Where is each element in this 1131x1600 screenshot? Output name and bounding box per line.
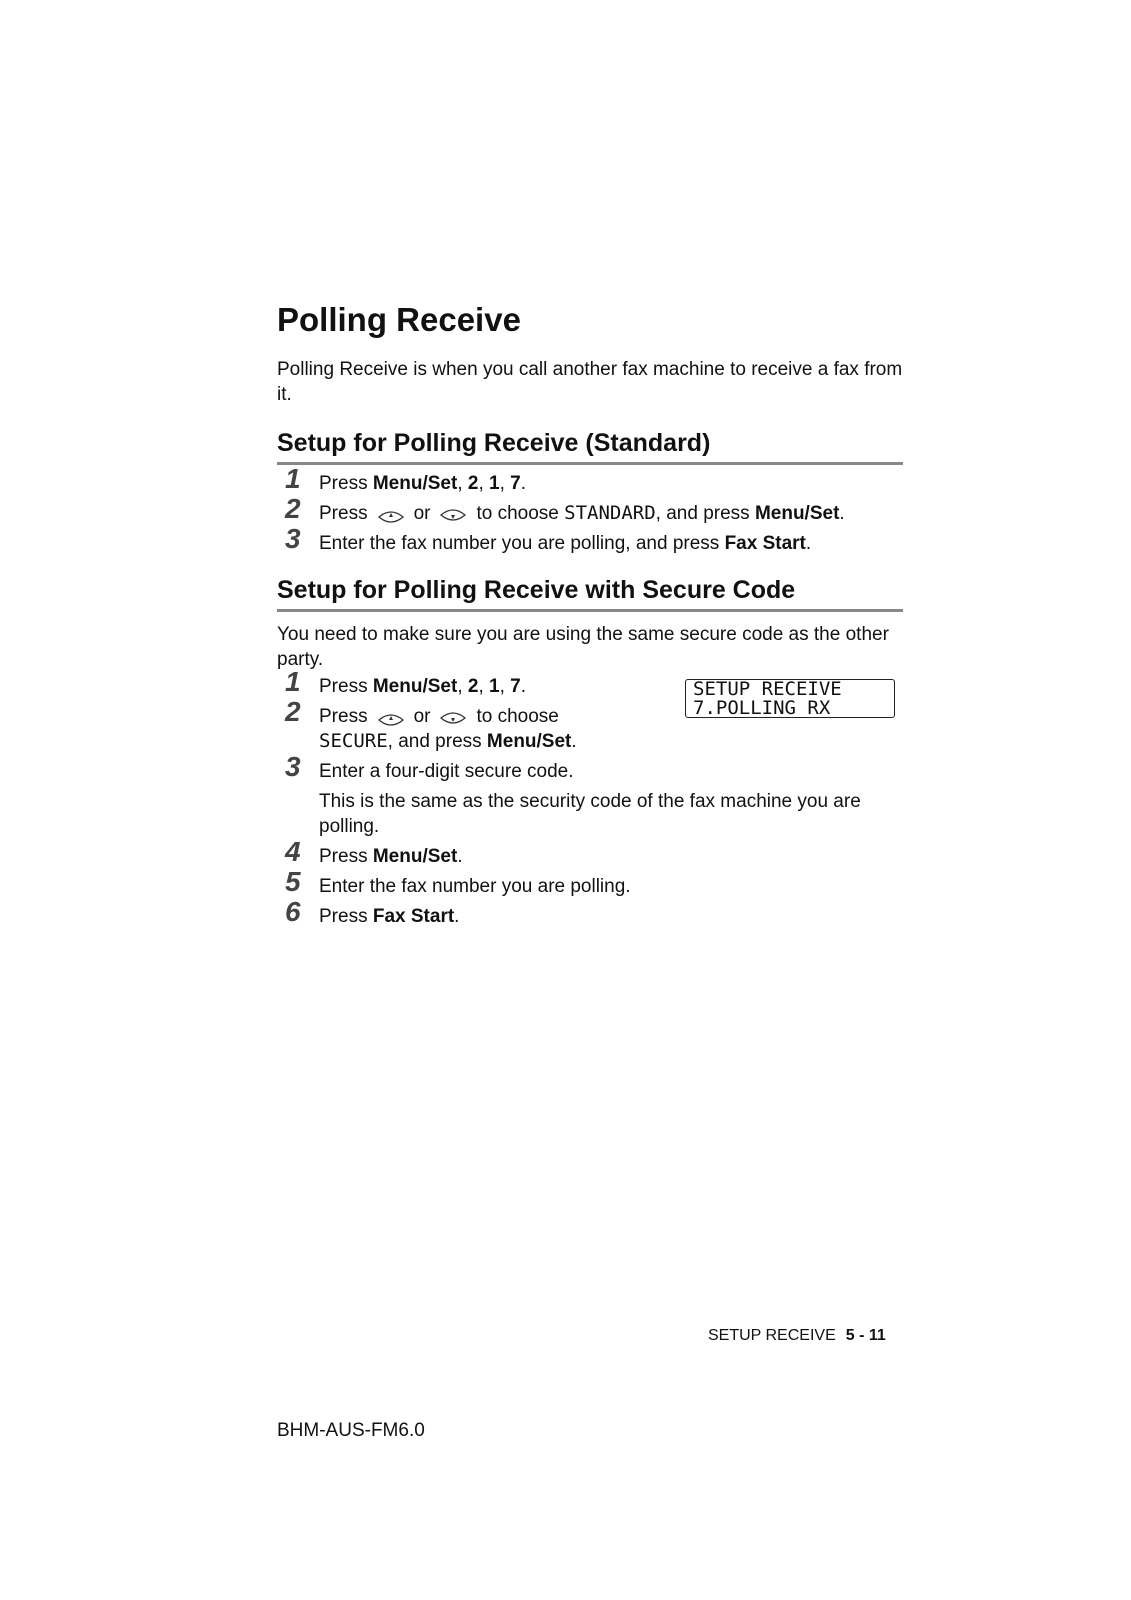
step-number: 2: [285, 493, 301, 524]
page-content: [277, 300, 903, 934]
step-2: 2 Press or to choose STANDARD, and press Menu/Set.: [285, 493, 845, 524]
step-1: 1 Press Menu/Set, 2, 1, 7.: [285, 666, 527, 697]
step-number: 1: [285, 463, 301, 494]
document-code: BHM-AUS-FM6.0: [277, 1420, 425, 1441]
section-heading-standard: Setup for Polling Receive (Standard): [277, 426, 903, 465]
lcd-line-1: SETUP RECEIVE: [693, 678, 842, 700]
lcd-line-2: 7.POLLING RX: [693, 697, 831, 719]
step-number: 1: [285, 666, 301, 697]
step-3: 3 Enter the fax number you are polling, and press Fax Start.: [285, 523, 812, 554]
step-3: 3 Enter a four-digit secure code.: [285, 751, 574, 782]
step-5: 5 Enter the fax number you are polling.: [285, 866, 631, 897]
steps-secure: [277, 666, 903, 929]
step-number: 3: [285, 751, 301, 782]
up-arrow-key-icon: [378, 709, 404, 725]
steps-standard: [277, 463, 903, 556]
intro-paragraph: Polling Receive is when you call another fax machine to receive a fax from it.: [277, 359, 903, 405]
up-arrow-key-icon: [378, 506, 404, 522]
secure-intro-paragraph: You need to make sure you are using the same secure code as the other party.: [277, 624, 889, 670]
step-3-note: This is the same as the security code of the fax machine you are polling.: [319, 791, 861, 837]
page-title: Polling Receive: [277, 301, 521, 338]
page-footer: [708, 1327, 886, 1345]
section-heading-secure: Setup for Polling Receive with Secure Code: [277, 573, 903, 612]
step-number: 2: [285, 696, 301, 727]
step-2: 2 Press or to choose SECURE, and press Menu/Set.: [285, 696, 577, 752]
step-1: 1 Press Menu/Set, 2, 1, 7.: [285, 463, 527, 494]
step-number: 6: [285, 896, 301, 927]
chapter-name: SETUP RECEIVE: [708, 1327, 836, 1344]
step-number: 5: [285, 866, 301, 897]
step-number: 4: [285, 836, 301, 867]
step-4: 4 Press Menu/Set.: [285, 836, 463, 867]
step-6: 6 Press Fax Start.: [285, 896, 460, 927]
page-number: 5 - 11: [845, 1327, 886, 1344]
down-arrow-key-icon: [440, 506, 466, 522]
down-arrow-key-icon: [440, 709, 466, 725]
step-number: 3: [285, 523, 301, 554]
